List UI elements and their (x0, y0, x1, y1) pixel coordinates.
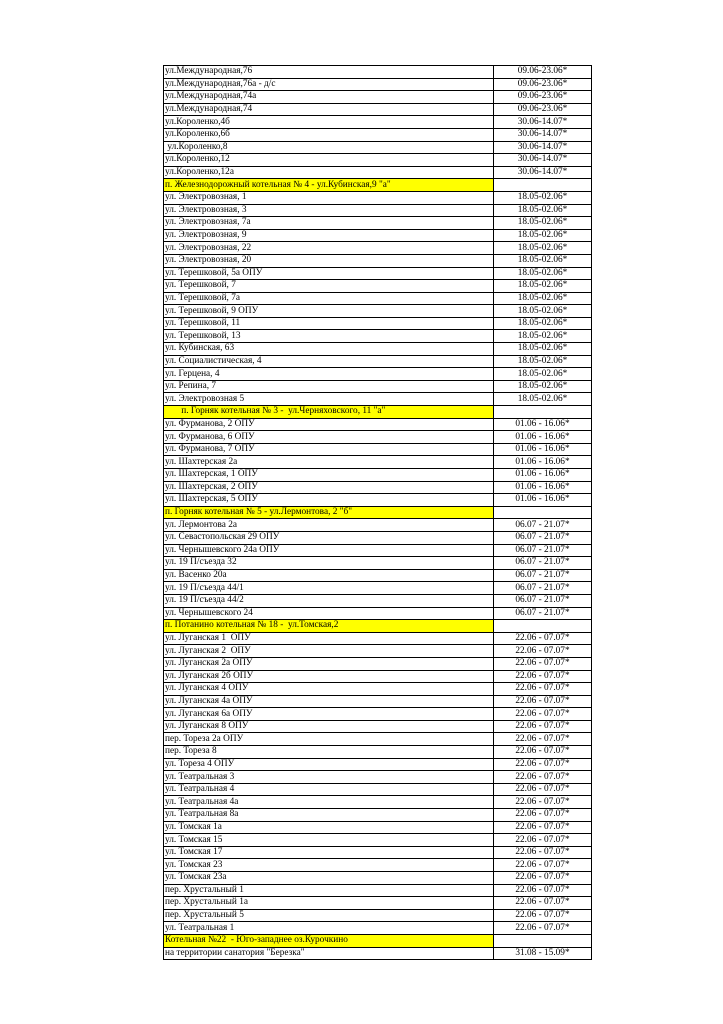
address-cell: на территории санатория "Березка" (164, 947, 494, 960)
section-title-cell: п. Потанино котельная № 18 - ул.Томская,2 (164, 620, 494, 633)
address-cell: ул.Короленко,12 (164, 154, 494, 167)
table-row (164, 746, 592, 759)
address-cell: ул. Васенко 20а (164, 569, 494, 582)
address-cell: ул. Томская 23 (164, 859, 494, 872)
period-cell: 06.07 - 21.07* (494, 607, 592, 620)
period-cell: 18.05-02.06* (494, 305, 592, 318)
table-row (164, 494, 592, 507)
address-cell: ул.Короленко,8 (164, 141, 494, 154)
table-row (164, 733, 592, 746)
table-row (164, 431, 592, 444)
address-cell: ул. Луганская 6а ОПУ (164, 708, 494, 721)
period-cell: 09.06-23.06* (494, 103, 592, 116)
period-cell: 09.06-23.06* (494, 91, 592, 104)
table-row (164, 645, 592, 658)
table-row (164, 267, 592, 280)
boiler-section-header (164, 406, 592, 419)
period-cell (494, 620, 592, 633)
period-cell: 01.06 - 16.06* (494, 469, 592, 482)
table-row (164, 128, 592, 141)
address-cell: пер. Тореза 8 (164, 746, 494, 759)
table-row (164, 317, 592, 330)
table-row (164, 720, 592, 733)
table-row (164, 582, 592, 595)
table-row (164, 456, 592, 469)
period-cell: 18.05-02.06* (494, 380, 592, 393)
address-cell: ул. Терешковой, 9 ОПУ (164, 305, 494, 318)
table-row (164, 657, 592, 670)
address-cell: ул. Терешковой, 13 (164, 330, 494, 343)
address-cell: ул. Терешковой, 7 (164, 280, 494, 293)
boiler-section-header (164, 506, 592, 519)
address-cell: ул. Лермонтова 2а (164, 519, 494, 532)
table-row (164, 78, 592, 91)
table-row (164, 305, 592, 318)
period-cell: 01.06 - 16.06* (494, 456, 592, 469)
table-row (164, 254, 592, 267)
period-cell: 22.06 - 07.07* (494, 720, 592, 733)
address-cell: ул. Томская 17 (164, 846, 494, 859)
table-row (164, 343, 592, 356)
table-row (164, 909, 592, 922)
period-cell: 22.06 - 07.07* (494, 771, 592, 784)
table-row (164, 204, 592, 217)
period-cell: 22.06 - 07.07* (494, 683, 592, 696)
period-cell: 01.06 - 16.06* (494, 443, 592, 456)
table-row (164, 242, 592, 255)
section-title-cell: п. Горняк котельная № 3 - ул.Черняховского, 11 "а" (164, 406, 494, 419)
period-cell: 30.06-14.07* (494, 166, 592, 179)
period-cell: 30.06-14.07* (494, 141, 592, 154)
period-cell: 18.05-02.06* (494, 343, 592, 356)
address-cell: ул. Луганская 1 ОПУ (164, 632, 494, 645)
address-cell: ул. Электровозная 5 (164, 393, 494, 406)
period-cell: 18.05-02.06* (494, 191, 592, 204)
period-cell: 01.06 - 16.06* (494, 431, 592, 444)
table-row (164, 594, 592, 607)
boiler-section-header (164, 179, 592, 192)
address-cell: ул. Чернышевского 24а ОПУ (164, 544, 494, 557)
period-cell: 06.07 - 21.07* (494, 557, 592, 570)
period-cell: 18.05-02.06* (494, 229, 592, 242)
table-row (164, 809, 592, 822)
period-cell: 18.05-02.06* (494, 254, 592, 267)
address-cell: ул. Шахтерская, 2 ОПУ (164, 481, 494, 494)
address-cell: ул. Шахтерская 2а (164, 456, 494, 469)
period-cell: 22.06 - 07.07* (494, 670, 592, 683)
period-cell: 22.06 - 07.07* (494, 758, 592, 771)
address-cell: ул. Фурманова, 2 ОПУ (164, 418, 494, 431)
address-cell: ул. Театральная 3 (164, 771, 494, 784)
period-cell: 06.07 - 21.07* (494, 569, 592, 582)
table-row (164, 796, 592, 809)
address-cell: ул. Социалистическая, 4 (164, 355, 494, 368)
table-row (164, 355, 592, 368)
table-row (164, 859, 592, 872)
period-cell: 18.05-02.06* (494, 355, 592, 368)
period-cell: 22.06 - 07.07* (494, 645, 592, 658)
table-row (164, 544, 592, 557)
table-row (164, 443, 592, 456)
address-cell: ул. Фурманова, 7 ОПУ (164, 443, 494, 456)
period-cell: 01.06 - 16.06* (494, 494, 592, 507)
table-row (164, 607, 592, 620)
period-cell: 18.05-02.06* (494, 317, 592, 330)
period-cell: 22.06 - 07.07* (494, 884, 592, 897)
period-cell: 18.05-02.06* (494, 368, 592, 381)
table-row (164, 191, 592, 204)
address-cell: ул. Луганская 8 ОПУ (164, 720, 494, 733)
table-row (164, 557, 592, 570)
period-cell: 22.06 - 07.07* (494, 695, 592, 708)
period-cell (494, 406, 592, 419)
address-cell: пер. Хрустальный 5 (164, 909, 494, 922)
schedule-rows (164, 66, 592, 960)
period-cell: 06.07 - 21.07* (494, 531, 592, 544)
table-row (164, 469, 592, 482)
table-row (164, 897, 592, 910)
table-row (164, 758, 592, 771)
address-cell: ул. Театральная 8а (164, 809, 494, 822)
table-row (164, 771, 592, 784)
period-cell: 18.05-02.06* (494, 217, 592, 230)
address-cell: ул.Короленко,4б (164, 116, 494, 129)
table-row (164, 103, 592, 116)
period-cell: 22.06 - 07.07* (494, 809, 592, 822)
period-cell: 06.07 - 21.07* (494, 582, 592, 595)
period-cell: 30.06-14.07* (494, 128, 592, 141)
table-row (164, 393, 592, 406)
address-cell: ул. Электровозная, 20 (164, 254, 494, 267)
period-cell: 30.06-14.07* (494, 154, 592, 167)
table-row (164, 670, 592, 683)
section-title-cell: п. Железнодорожный котельная № 4 - ул.Кубинская,9 "а" (164, 179, 494, 192)
period-cell: 30.06-14.07* (494, 116, 592, 129)
table-row (164, 380, 592, 393)
address-cell: ул. Луганская 4а ОПУ (164, 695, 494, 708)
address-cell: пер. Тореза 2а ОПУ (164, 733, 494, 746)
period-cell: 22.06 - 07.07* (494, 796, 592, 809)
period-cell: 18.05-02.06* (494, 204, 592, 217)
period-cell: 06.07 - 21.07* (494, 594, 592, 607)
address-cell: ул. Терешковой, 5а ОПУ (164, 267, 494, 280)
table-row (164, 154, 592, 167)
period-cell: 22.06 - 07.07* (494, 657, 592, 670)
section-title-cell: п. Горняк котельная № 5 - ул.Лермонтова, 2 "б" (164, 506, 494, 519)
address-cell: ул.Международная,76а - д/с (164, 78, 494, 91)
period-cell: 22.06 - 07.07* (494, 897, 592, 910)
period-cell: 31.08 - 15.09* (494, 947, 592, 960)
schedule-table (163, 65, 592, 960)
address-cell: ул. Театральная 4 (164, 783, 494, 796)
address-cell: ул. Томская 1а (164, 821, 494, 834)
table-row (164, 330, 592, 343)
period-cell: 01.06 - 16.06* (494, 418, 592, 431)
table-row (164, 632, 592, 645)
period-cell: 18.05-02.06* (494, 292, 592, 305)
address-cell: ул. Электровозная, 7а (164, 217, 494, 230)
table-row (164, 116, 592, 129)
table-row (164, 66, 592, 79)
period-cell (494, 179, 592, 192)
table-row (164, 229, 592, 242)
address-cell: ул.Международная,76 (164, 66, 494, 79)
table-row (164, 531, 592, 544)
address-cell: ул. 19 П/съезда 44/1 (164, 582, 494, 595)
address-cell: ул. Шахтерская, 5 ОПУ (164, 494, 494, 507)
period-cell: 22.06 - 07.07* (494, 859, 592, 872)
address-cell: пер. Хрустальный 1а (164, 897, 494, 910)
address-cell: ул. Томская 15 (164, 834, 494, 847)
table-row (164, 947, 592, 960)
table-row (164, 872, 592, 885)
table-row (164, 569, 592, 582)
address-cell: ул. Кубинская, 63 (164, 343, 494, 356)
table-row (164, 846, 592, 859)
period-cell: 22.06 - 07.07* (494, 821, 592, 834)
period-cell: 09.06-23.06* (494, 78, 592, 91)
address-cell: ул. Электровозная, 9 (164, 229, 494, 242)
address-cell: ул.Короленко,12а (164, 166, 494, 179)
address-cell: ул. Тореза 4 ОПУ (164, 758, 494, 771)
period-cell: 18.05-02.06* (494, 393, 592, 406)
period-cell: 22.06 - 07.07* (494, 632, 592, 645)
boiler-section-header (164, 934, 592, 947)
table-row (164, 217, 592, 230)
address-cell: ул. Репина, 7 (164, 380, 494, 393)
table-row (164, 922, 592, 935)
table-row (164, 519, 592, 532)
address-cell: ул.Международная,74а (164, 91, 494, 104)
address-cell: ул. 19 П/съезда 32 (164, 557, 494, 570)
period-cell (494, 506, 592, 519)
table-row (164, 821, 592, 834)
period-cell: 01.06 - 16.06* (494, 481, 592, 494)
period-cell: 22.06 - 07.07* (494, 909, 592, 922)
period-cell: 22.06 - 07.07* (494, 708, 592, 721)
table-row (164, 695, 592, 708)
address-cell: ул. Луганская 4 ОПУ (164, 683, 494, 696)
period-cell: 22.06 - 07.07* (494, 846, 592, 859)
table-row (164, 418, 592, 431)
address-cell: ул. Луганская 2б ОПУ (164, 670, 494, 683)
address-cell: ул. Фурманова, 6 ОПУ (164, 431, 494, 444)
period-cell: 22.06 - 07.07* (494, 733, 592, 746)
period-cell: 18.05-02.06* (494, 242, 592, 255)
address-cell: ул. Луганская 2а ОПУ (164, 657, 494, 670)
address-cell: ул. Чернышевского 24 (164, 607, 494, 620)
period-cell: 22.06 - 07.07* (494, 783, 592, 796)
section-title-cell: Котельная №22 - Юго-западнее оз.Курочкино (164, 934, 494, 947)
table-row (164, 683, 592, 696)
period-cell: 06.07 - 21.07* (494, 519, 592, 532)
address-cell: ул. Томская 23а (164, 872, 494, 885)
address-cell: ул. Театральная 1 (164, 922, 494, 935)
table-row (164, 708, 592, 721)
address-cell: ул. Шахтерская, 1 ОПУ (164, 469, 494, 482)
table-row (164, 884, 592, 897)
address-cell: ул.Международная,74 (164, 103, 494, 116)
period-cell: 22.06 - 07.07* (494, 872, 592, 885)
address-cell: ул. Терешковой, 7а (164, 292, 494, 305)
address-cell: ул. Электровозная, 22 (164, 242, 494, 255)
period-cell: 22.06 - 07.07* (494, 746, 592, 759)
address-cell: ул. Терешковой, 11 (164, 317, 494, 330)
table-row (164, 292, 592, 305)
period-cell: 22.06 - 07.07* (494, 922, 592, 935)
address-cell: ул. Севастопольская 29 ОПУ (164, 531, 494, 544)
table-row (164, 91, 592, 104)
period-cell (494, 934, 592, 947)
address-cell: ул. Электровозная, 3 (164, 204, 494, 217)
period-cell: 09.06-23.06* (494, 66, 592, 79)
address-cell: ул. Луганская 2 ОПУ (164, 645, 494, 658)
address-cell: ул. Электровозная, 1 (164, 191, 494, 204)
period-cell: 06.07 - 21.07* (494, 544, 592, 557)
address-cell: ул. Театральная 4а (164, 796, 494, 809)
address-cell: ул.Короленко,6б (164, 128, 494, 141)
period-cell: 22.06 - 07.07* (494, 834, 592, 847)
table-row (164, 834, 592, 847)
table-row (164, 783, 592, 796)
address-cell: ул. 19 П/съезда 44/2 (164, 594, 494, 607)
table-row (164, 166, 592, 179)
table-row (164, 481, 592, 494)
table-row (164, 368, 592, 381)
period-cell: 18.05-02.06* (494, 330, 592, 343)
table-row (164, 141, 592, 154)
period-cell: 18.05-02.06* (494, 267, 592, 280)
boiler-section-header (164, 620, 592, 633)
address-cell: ул. Герцена, 4 (164, 368, 494, 381)
address-cell: пер. Хрустальный 1 (164, 884, 494, 897)
table-row (164, 280, 592, 293)
period-cell: 18.05-02.06* (494, 280, 592, 293)
